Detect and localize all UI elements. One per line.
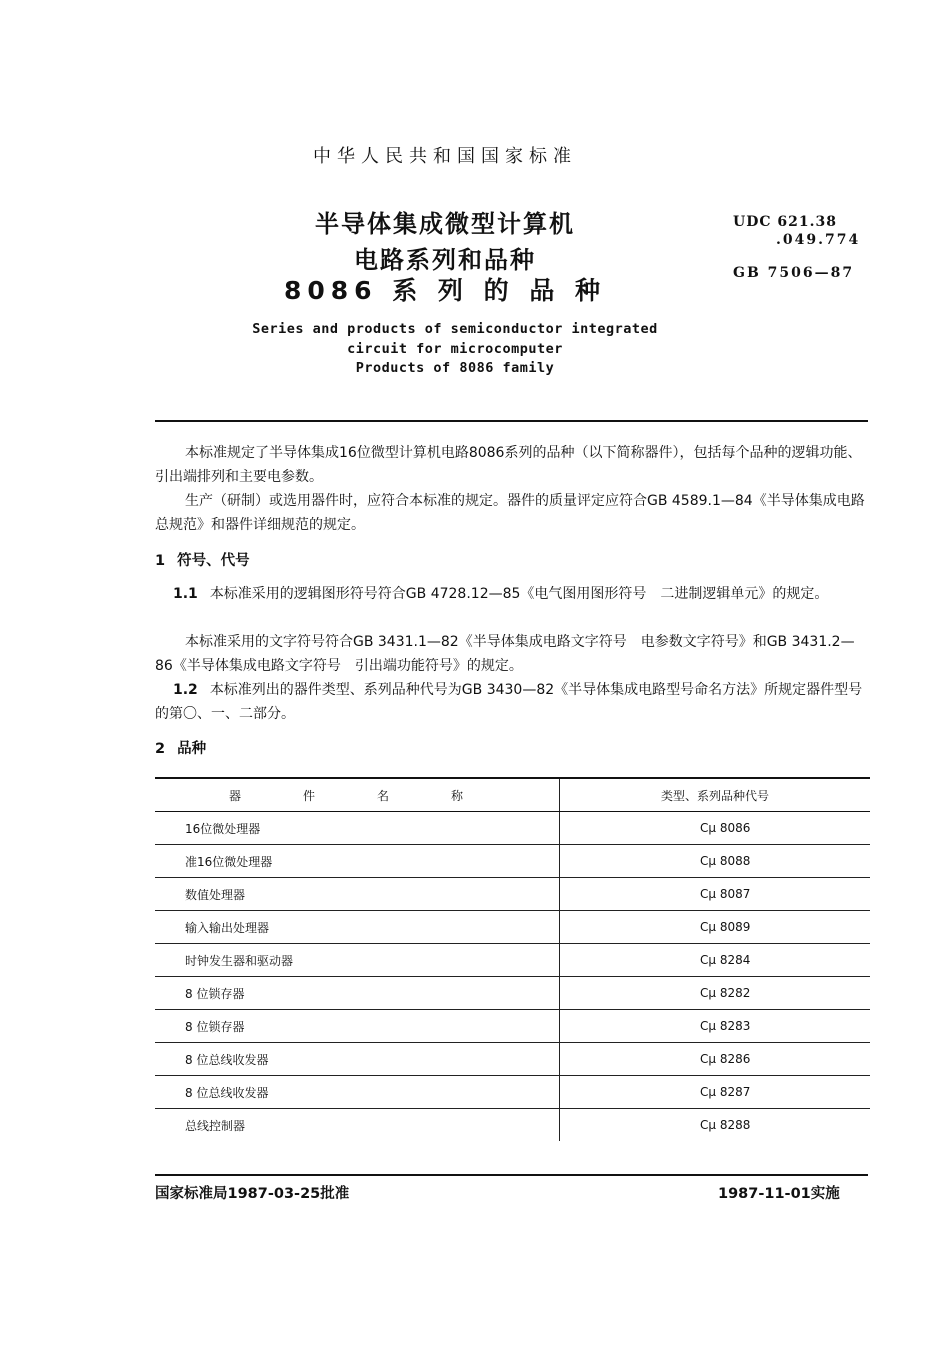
type-code-cell: Cμ 8284 [560, 944, 871, 977]
effective-date: 1987-11-01实施 [718, 1186, 840, 1202]
udc-code: UDC 621.38 [733, 214, 837, 230]
header-device-name: 器件名称 [155, 778, 560, 812]
intro-paragraph-2: 生产（研制）或选用器件时，应符合本标准的规定。器件的质量评定应符合GB 4589.1—84《半导体集成电路总规范》和器件详细规范的规定。 [155, 493, 865, 533]
product-table [155, 777, 870, 1141]
clause-1-2-text: 本标准列出的器件类型、系列品种代号为GB 3430—82《半导体集成电路型号命名方法》所规定器件型号的第〇、一、二部分。 [155, 682, 863, 722]
device-name-cell: 总线控制器 [155, 1109, 560, 1142]
type-code-cell: Cμ 8288 [700, 1118, 751, 1132]
type-code-cell: Cμ 8088 [560, 845, 871, 878]
type-code-cell: Cμ 8086 [560, 812, 871, 845]
title-line-3: 8086 系 列 的 品 种 [283, 276, 607, 305]
type-code-cell: Cμ 8287 [560, 1076, 871, 1109]
udc-code-cont: .049.774 [776, 232, 861, 248]
top-divider [155, 420, 868, 422]
type-code-cell: Cμ 8087 [560, 878, 871, 911]
clause-1-2-number: 1.2 [173, 682, 198, 698]
device-name-cell: 时钟发生器和驱动器 [155, 944, 560, 977]
clause-1-1-text: 本标准采用的逻辑图形符号符合GB 4728.12—85《电气图用图形符号 二进制逻辑单元》的规定。 [209, 586, 829, 602]
gb-number: GB 7506—87 [733, 265, 855, 281]
device-name-cell: 数值处理器 [155, 878, 560, 911]
table-row [155, 944, 870, 977]
device-name-cell: 8 位总线收发器 [155, 1076, 560, 1109]
bottom-divider [155, 1174, 868, 1176]
table-row [155, 911, 870, 944]
title-line-2: 电路系列和品种 [354, 246, 536, 274]
english-title-2: circuit for microcomputer [347, 341, 563, 357]
section-2-number: 2 [155, 741, 166, 757]
header-type-code: 类型、系列品种代号 [560, 778, 871, 812]
clause-1-1-number: 1.1 [173, 586, 198, 602]
clause-1-1-continued: 本标准采用的文字符号符合GB 3431.1—82《半导体集成电路文字符号 电参数文字符号》和GB 3431.2—86《半导体集成电路文字符号 引出端功能符号》的规定。 [155, 634, 855, 674]
table-row [155, 812, 870, 845]
english-title-1: Series and products of semiconductor integrated [252, 321, 658, 337]
title-line-1: 半导体集成微型计算机 [315, 210, 575, 238]
device-name-cell: 准16位微处理器 [155, 845, 560, 878]
type-code-cell: Cμ 8283 [560, 1010, 871, 1043]
table-header-row [155, 778, 870, 812]
device-name-cell: 8 位锁存器 [155, 1010, 560, 1043]
section-2-title: 品种 [177, 741, 207, 757]
table-row [155, 1010, 870, 1043]
table-row [155, 845, 870, 878]
approval-date: 国家标准局1987-03-25批准 [155, 1186, 350, 1202]
device-name-cell: 输入输出处理器 [155, 911, 560, 944]
table-row [155, 878, 870, 911]
intro-paragraph-1: 本标准规定了半导体集成16位微型计算机电路8086系列的品种（以下简称器件），包括每个品种的逻辑功能、引出端排列和主要电参数。 [155, 445, 862, 485]
section-1-number: 1 [155, 553, 166, 569]
type-code-cell: Cμ 8286 [560, 1043, 871, 1076]
english-title-3: Products of 8086 family [355, 360, 555, 376]
device-name-cell: 16位微处理器 [155, 812, 560, 845]
section-1-heading [155, 549, 250, 570]
type-code-cell: Cμ 8282 [560, 977, 871, 1010]
table-row [155, 1076, 870, 1109]
clause-1-2 [155, 678, 870, 726]
table-row [155, 977, 870, 1010]
section-2-heading [155, 737, 206, 758]
table-row [155, 1043, 870, 1076]
device-name-cell: 8 位总线收发器 [155, 1043, 560, 1076]
section-1-title: 符号、代号 [177, 553, 250, 569]
type-code-cell: Cμ 8089 [560, 911, 871, 944]
clause-1-1 [155, 582, 870, 606]
table-row [155, 1109, 870, 1142]
national-standard-heading: 中华人民共和国国家标准 [313, 146, 577, 167]
device-name-cell: 8 位锁存器 [155, 977, 560, 1010]
